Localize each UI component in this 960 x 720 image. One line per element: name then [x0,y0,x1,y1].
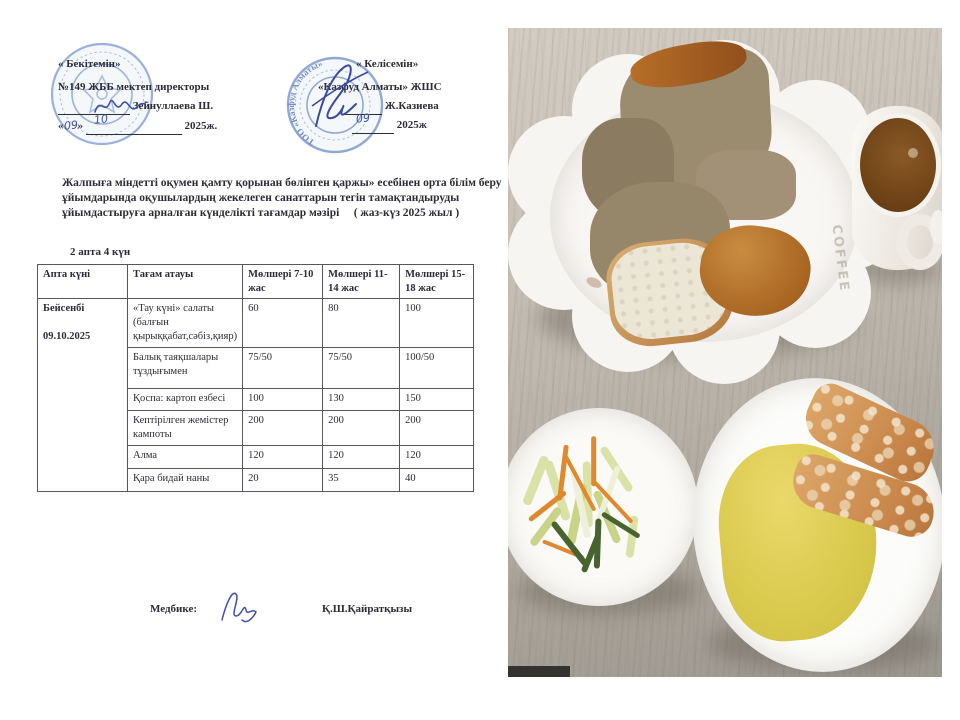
saucer-edge [930,210,942,244]
col-header-age1: Мөлшері 7-10 жас [243,265,323,299]
col-header-day: Апта күні [38,265,128,299]
meal-photo [508,28,942,677]
portion-age3: 40 [400,469,474,492]
portion-age2: 75/50 [323,348,400,389]
stamp-text: ТОО «Казфуд Алматы» [285,58,324,148]
title-line-1: Жалпыға міндетті оқумен қамту қорынан бөлінген қаржы» есебінен орта білім беру [62,177,502,189]
company-signer-name: Ж.Казиева [384,100,439,113]
table-edge [508,666,570,677]
title-line-3: ұйымдастыруға арналған күнделікті тағамдар мәзірі ( жаз-күз 2025 жыл ) [62,206,460,219]
col-header-dish: Тағам атауы [128,265,243,299]
portion-age3: 100/50 [400,348,474,389]
approve-title: « Бекітемін» [58,58,121,70]
date: 09.10.2025 [43,330,91,342]
portion-age1: 75/50 [243,348,323,389]
director-name: Зейнуллаева Ш. [132,100,214,113]
menu-table [37,264,474,492]
portion-age2: 200 [323,411,400,446]
year-label-left: 2025ж. [184,120,218,133]
director-signature [92,92,148,120]
table-header-row [38,265,474,299]
nurse-signature [212,586,264,628]
weekday: Бейсенбі [43,303,85,315]
main-plate [681,368,942,677]
table-row [38,299,474,348]
company-signature [302,60,382,140]
portion-age1: 120 [243,446,323,469]
year-label-right: 2025ж [396,119,427,132]
salad-plate [508,408,698,606]
dish-name: Қоспа: картоп езбесі [128,389,243,411]
week-day-label: 2 апта 4 күн [70,246,131,258]
dish-name: Балық таяқшалары тұздығымен [128,348,243,389]
portion-age2: 35 [323,469,400,492]
tea-glint [908,148,918,158]
portion-age2: 130 [323,389,400,411]
portion-age1: 200 [243,411,323,446]
dish-name: Алма [128,446,243,469]
handwritten-date-right: 09 [355,111,371,126]
portion-age3: 120 [400,446,474,469]
col-header-age3: Мөлшері 15-18 жас [400,265,474,299]
portion-age3: 100 [400,299,474,348]
portion-age1: 60 [243,299,323,348]
school-org-line: №149 ЖББ мектеп директоры [58,81,210,94]
agree-title: « Келісемін» [356,58,419,70]
vegetable-salad [516,427,681,594]
tea-mug [846,102,942,274]
approval-block-left: « Бекітемін» №149 ЖББ мектеп директоры Зейнуллаева Ш. «09» 10 2025ж. [58,56,288,135]
day-cell [38,299,128,492]
title-line-2: ұйымдарында оқушылардың жекелеген санаттарын тегін тамақтандыруды [62,191,460,204]
nurse-label: Медбике: [150,603,197,615]
dish-name: Кептірілген жемістер кампоты [128,411,243,446]
company-org-line: «Казфуд Алматы» ЖШС [318,81,442,94]
nurse-name: Қ.Ш.Қайратқызы [322,603,413,615]
handwritten-month: 10 [93,112,109,127]
dish-name: «Тау күні» салаты (балғын қырыққабат,сәбіз,қияр) [128,299,243,348]
portion-age1: 100 [243,389,323,411]
portion-age2: 120 [323,446,400,469]
portion-age3: 150 [400,389,474,411]
plate-print-coffee: COFFEE [828,223,852,294]
portion-age3: 200 [400,411,474,446]
dish-name: Қара бидай наны [128,469,243,492]
portion-age2: 80 [323,299,400,348]
bread-crust [627,34,749,94]
tea-surface [860,118,936,212]
portion-age1: 20 [243,469,323,492]
document-title [62,176,502,220]
col-header-age2: Мөлшері 11-14 жас [323,265,400,299]
handwritten-day: 09 [62,118,79,133]
